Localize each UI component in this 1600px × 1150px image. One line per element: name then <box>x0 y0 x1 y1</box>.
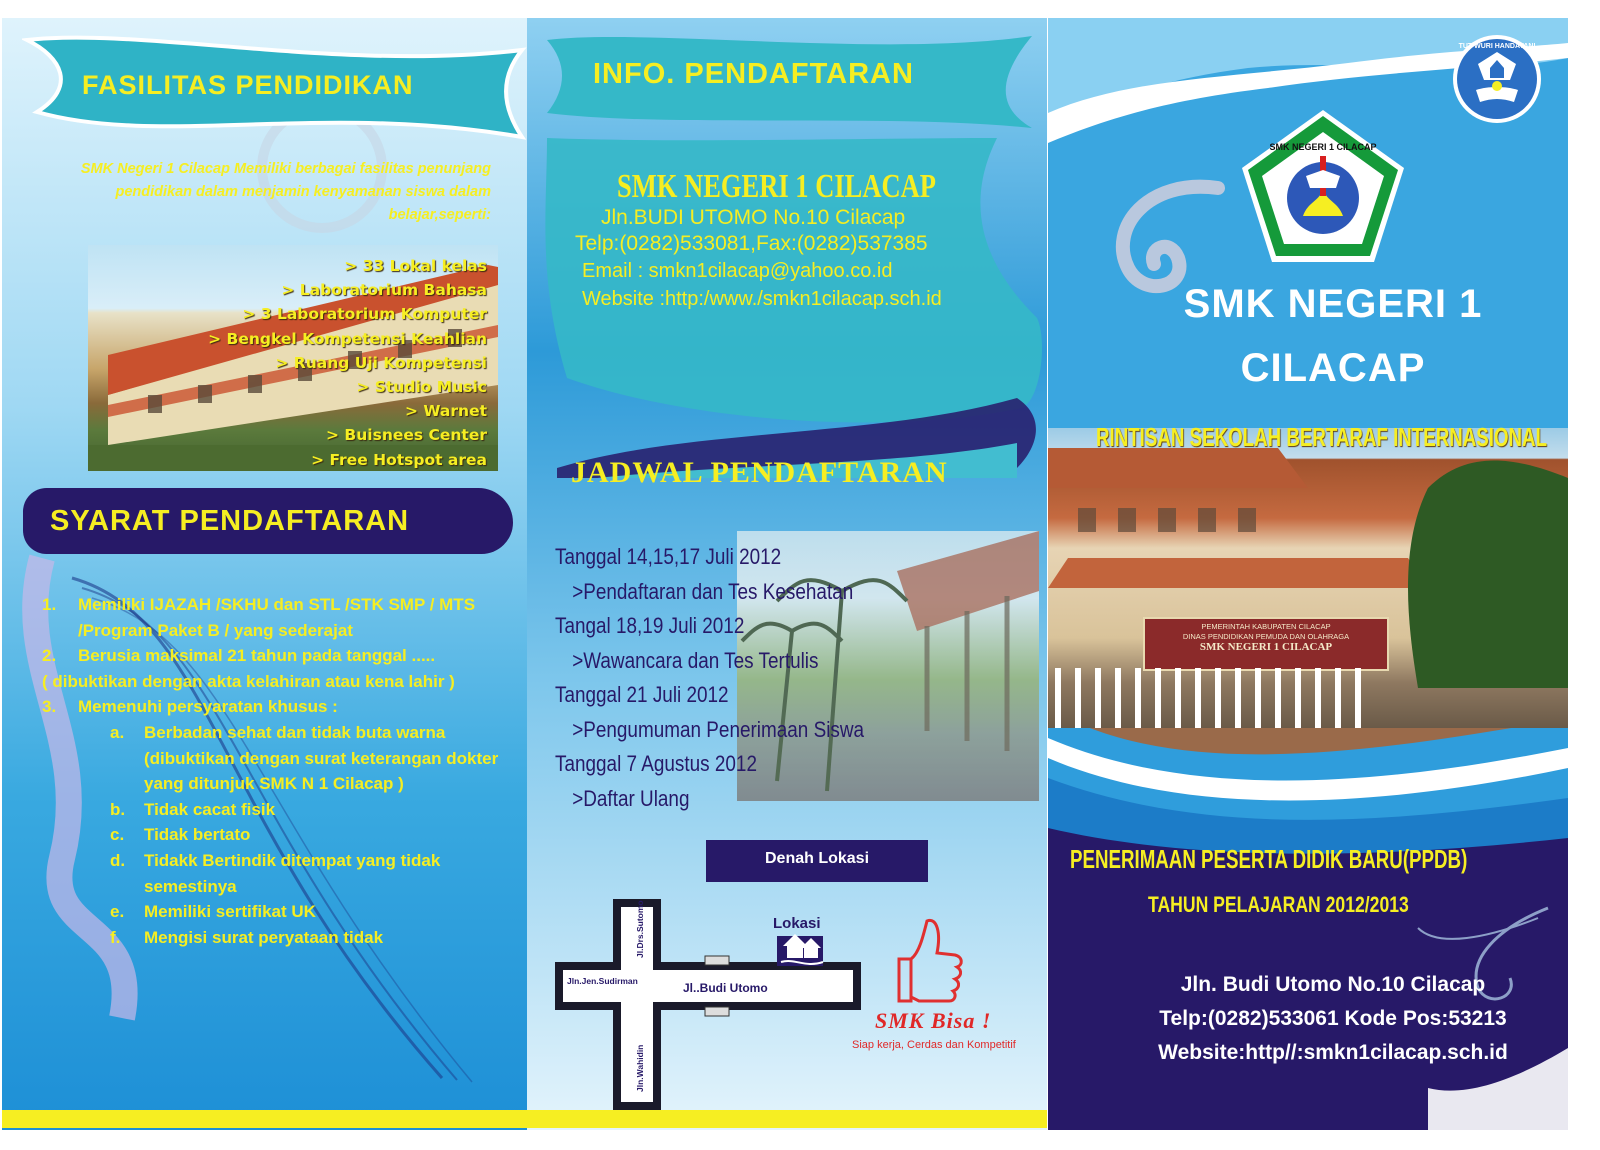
thumbs-up-icon <box>897 913 967 1013</box>
sub-requirement-item: b. Tidak cacat fisik <box>110 799 276 819</box>
sub-requirement-item: f. Mengisi surat peryataan tidak <box>110 927 384 947</box>
requirements-title: SYARAT PENDAFTARAN <box>50 505 410 537</box>
schedule-list <box>555 540 935 816</box>
map-street-west: Jln.Jen.Sudirman <box>567 976 638 986</box>
map-street-north: Jl.Drs.Sutomo <box>635 900 645 958</box>
school-logo-text: SMK NEGERI 1 CILACAP <box>1269 142 1377 152</box>
tagline: Siap kerja, Cerdas dan Kompetitif <box>852 1039 1016 1051</box>
map-location-label: Lokasi <box>773 915 821 932</box>
info-address: Jln.BUDI UTOMO No.10 Cilacap <box>601 206 906 229</box>
map-title: Denah Lokasi <box>764 850 870 867</box>
sub-requirements-list <box>42 720 510 950</box>
requirements-list <box>42 592 510 950</box>
left-panel <box>2 18 527 1130</box>
schedule-date: Tanggal 21 Juli 2012 <box>555 682 729 707</box>
tut-wuri-handayani-emblem <box>1448 30 1546 128</box>
school-location-icon <box>777 934 823 966</box>
ppdb-title: PENERIMAAN PESERTA DIDIK BARU(PPDB) <box>1070 844 1468 874</box>
map-street-main: Jl..Budi Utomo <box>683 981 768 995</box>
footer-address: Jln. Budi Utomo No.10 Cilacap <box>1180 973 1486 996</box>
slogan: SMK Bisa ! <box>875 1008 992 1033</box>
school-front-photo <box>1048 428 1568 728</box>
facility-item: > Bengkel Kompetensi Keahlian <box>208 329 487 348</box>
schedule-activity: >Daftar Ulang <box>572 785 690 811</box>
facilities-intro: SMK Negeri 1 Cilacap Memiliki berbagai fasilitas penunjang pendidikan dalam menjamin kenyamanan siswa dalam belajar,seperti: <box>80 161 491 223</box>
sub-requirement-item: a. Berbadan sehat dan tidak buta warna (dibuktikan dengan surat keterangan dokter yang ditunjuk SMK N 1 Cilacap ) <box>110 722 499 794</box>
location-map <box>555 888 865 1118</box>
schedule-activity: >Pengumuman Penerimaan Siswa <box>572 716 865 742</box>
footer-phone: Telp:(0282)533061 Kode Pos:53213 <box>1159 1007 1507 1030</box>
facility-item: > 3 Laboratorium Komputer <box>242 305 487 324</box>
school-year: TAHUN PELAJARAN 2012/2013 <box>1148 892 1409 917</box>
footer-website: Website:http//:smkn1cilacap.sch.id <box>1158 1041 1508 1064</box>
facilities-list <box>102 254 487 472</box>
rsbi-subtitle: RINTISAN SEKOLAH BERTARAF INTERNASIONAL <box>1096 422 1548 452</box>
school-name-line1: SMK NEGERI 1 <box>1183 282 1483 326</box>
info-email: Email : smkn1cilacap@yahoo.co.id <box>582 260 893 282</box>
middle-panel <box>527 18 1047 1130</box>
schedule-activity: >Wawancara dan Tes Tertulis <box>572 647 819 673</box>
facility-item: > Free Hotspot area <box>311 450 487 469</box>
school-name-line2: CILACAP <box>1240 346 1426 390</box>
sub-requirement-item: d. Tidakk Bertindik ditempat yang tidak semestinya <box>110 850 441 896</box>
requirement-item: 3. Memenuhi persyaratan khusus : <box>42 697 338 717</box>
sub-requirement-item: c. Tidak bertato <box>110 825 251 845</box>
facility-item: > Studio Music <box>356 378 487 397</box>
school-name: SMK NEGERI 1 CILACAP <box>617 168 937 205</box>
photo-sign: PEMERINTAH KABUPATEN CILACAP DINAS PENDIDIKAN PEMUDA DAN OLAHRAGA SMK NEGERI 1 CILACAP <box>1182 622 1350 653</box>
requirement-item: 2. Berusia maksimal 21 tahun pada tanggal ..... <box>42 646 436 666</box>
school-pentagon-logo <box>1238 106 1408 266</box>
requirement-item: 1. Memiliki IJAZAH /SKHU dan STL /STK SMP / MTS /Program Paket B / yang sederajat <box>42 595 476 640</box>
right-panel <box>1048 18 1568 1130</box>
info-website: Website :http:/www./smkn1cilacap.sch.id <box>582 288 942 310</box>
facilities-title: FASILITAS PENDIDIKAN <box>82 70 414 100</box>
footer-contact <box>1048 968 1568 1070</box>
schedule-date: Tanggal 14,15,17 Juli 2012 <box>555 544 782 569</box>
facility-item: > Buisnees Center <box>326 426 487 445</box>
schedule-title: JADWAL PENDAFTARAN <box>571 456 948 489</box>
info-phone: Telp:(0282)533081,Fax:(0282)537385 <box>575 232 928 255</box>
map-crossing-south <box>705 1007 729 1016</box>
facility-item: > 33 Lokal kelas <box>344 257 487 275</box>
school-front-illustration <box>1048 428 1568 728</box>
info-title: INFO. PENDAFTARAN <box>593 58 914 90</box>
facility-item: > Ruang Uji Kompetensi <box>275 353 487 372</box>
map-street-south: Jln.Wahidin <box>635 1044 645 1092</box>
requirement-note: ( dibuktikan dengan akta kelahiran atau kena lahir ) <box>42 671 455 691</box>
facility-item: > Warnet <box>405 402 487 421</box>
facility-item: > Laboratorium Bahasa <box>281 281 487 300</box>
schedule-activity: >Pendaftaran dan Tes Kesehatan <box>572 578 854 604</box>
schedule-date: Tangal 18,19 Juli 2012 <box>555 613 745 638</box>
emblem-text: TUT WURI HANDAYANI <box>1458 43 1536 50</box>
schedule-date: Tanggal 7 Agustus 2012 <box>555 751 757 776</box>
bottom-yellow-bar <box>2 1110 1047 1128</box>
sub-requirement-item: e. Memiliki sertifikat UK <box>110 902 316 922</box>
map-crossing-north <box>705 956 729 965</box>
